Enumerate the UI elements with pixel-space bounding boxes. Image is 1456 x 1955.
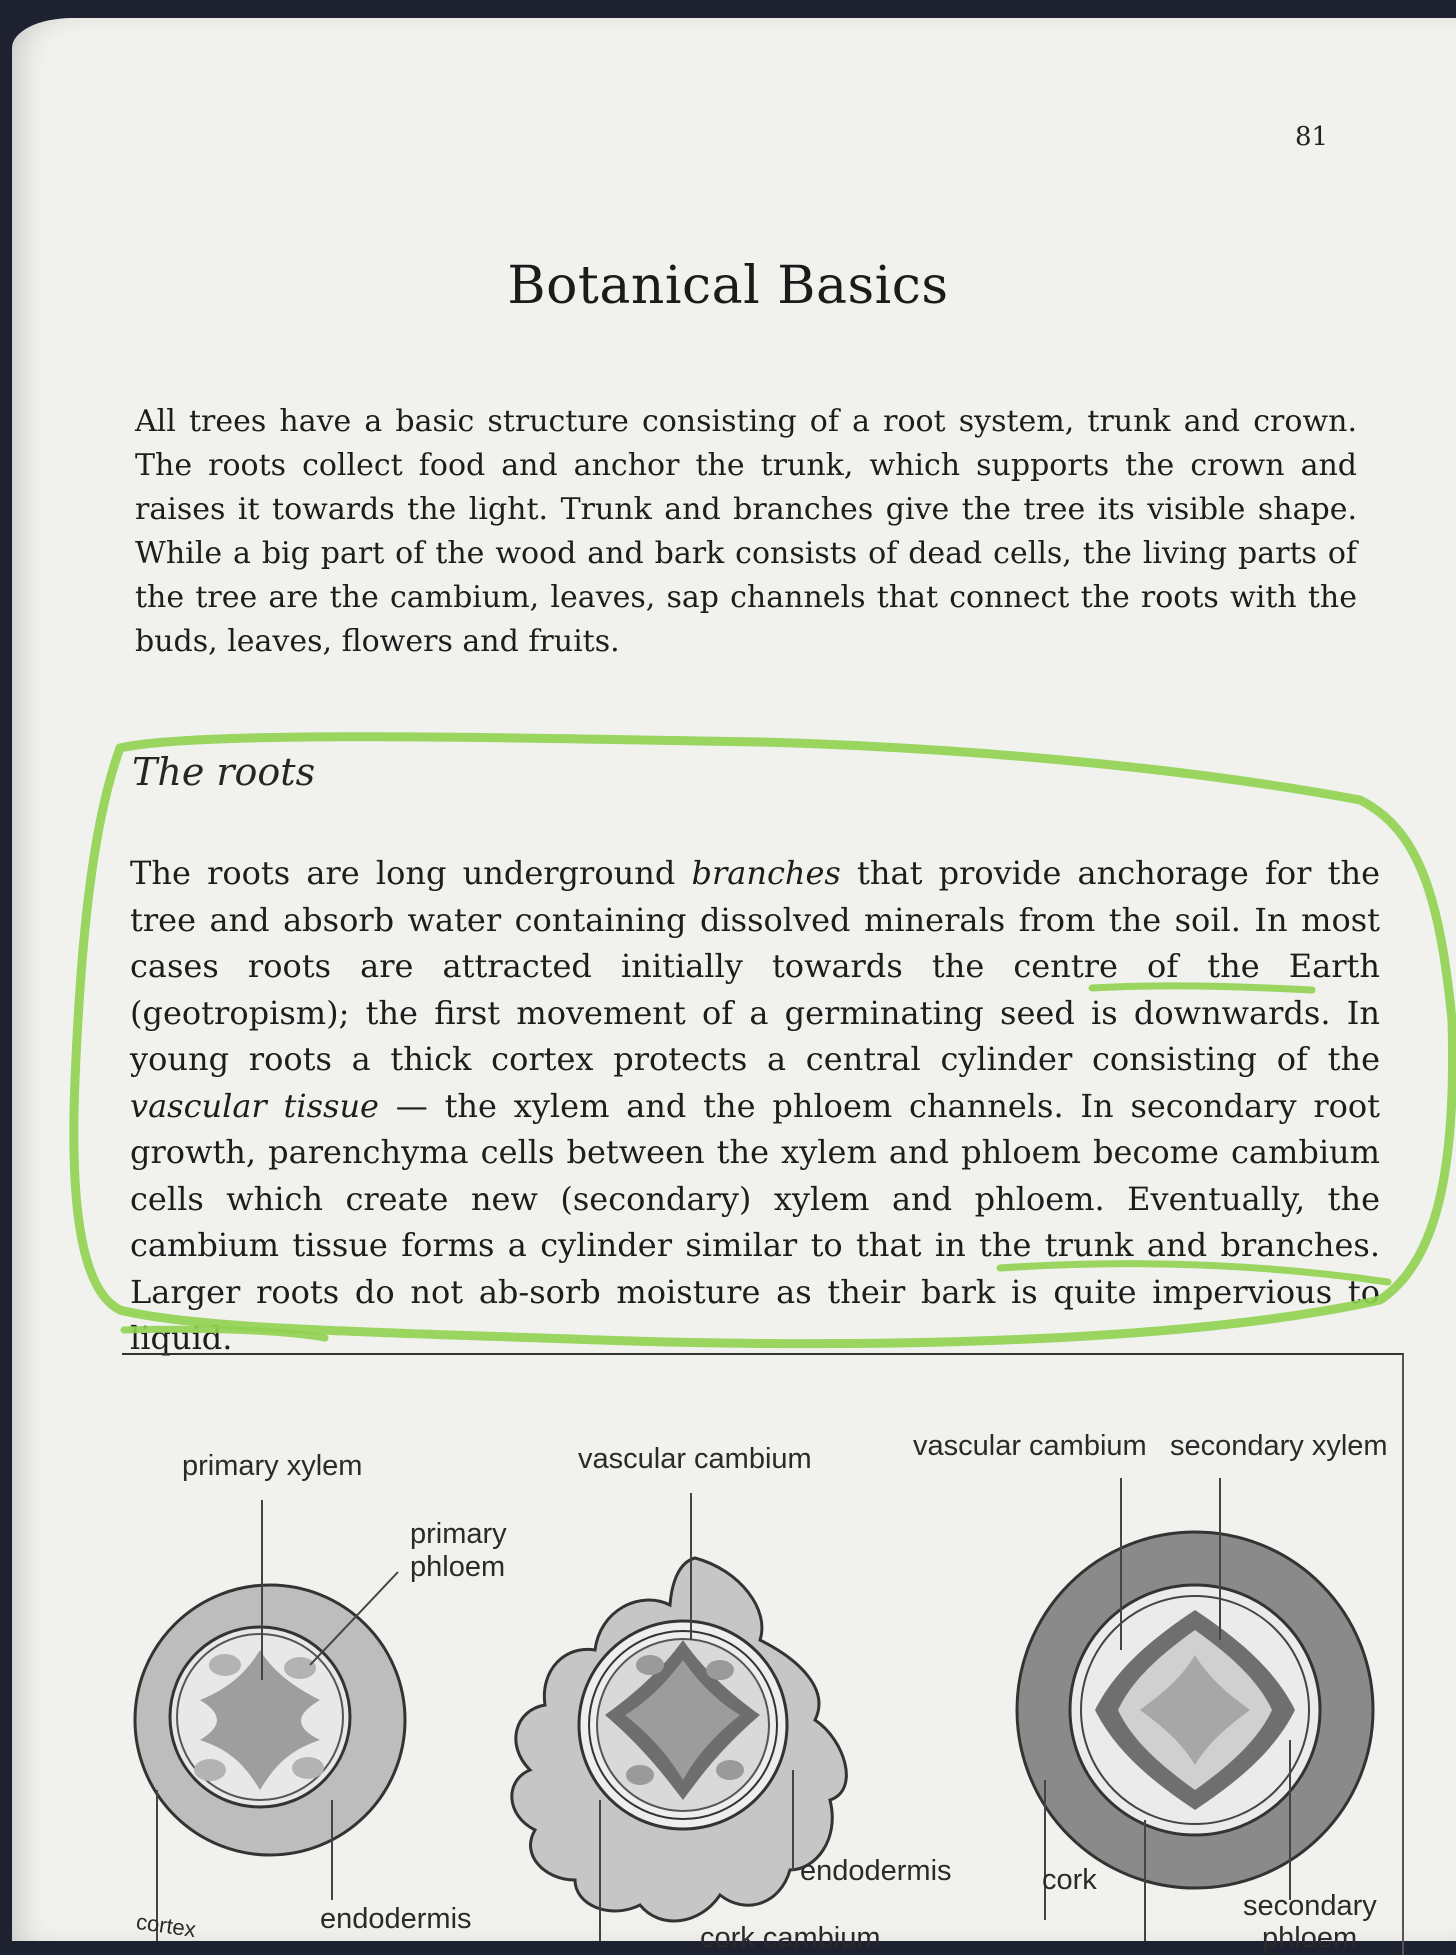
label-primary-xylem: primary xylem: [182, 1450, 363, 1482]
transition-root-section: [512, 1493, 847, 1941]
label-secondary-phloem-line1: secondary: [1243, 1890, 1377, 1922]
label-secondary-xylem: secondary xylem: [1170, 1430, 1388, 1462]
label-primary-phloem-line1: primary: [410, 1518, 507, 1550]
roots-text-emphasis-vascular-tissue: vascular tissue: [130, 1086, 379, 1125]
roots-text-part-1: The roots are long underground: [130, 854, 692, 892]
label-secondary-phloem-line2: phloem: [1262, 1922, 1358, 1954]
page-number: 81: [1295, 122, 1329, 152]
section-heading-roots: The roots: [132, 750, 316, 794]
roots-text-part-3: — the xylem and the phloem channels. In secondary root growth, parenchyma cells between the xylem and phloem become cambium cells which create new (secondary) xylem and phloem. Eventually, the cambium tissue forms a cylinder similar to that in the trunk and branches. Larger roots do not ab-sorb moisture as their bark is quite impervious to liquid.: [130, 1086, 1381, 1357]
primary-root-section: [135, 1500, 405, 1941]
label-endodermis-center: endodermis: [800, 1855, 952, 1887]
intro-paragraph: All trees have a basic structure consisting of a root system, trunk and crown. The roots collect food and anchor the trunk, which supports the crown and raises it towards the light. Trunk and branches give the tree its visible shape. While a big part of the wood and bark consists of dead cells, the living parts of the tree are the cambium, leaves, sap channels that connect the roots with the buds, leaves, flowers and fruits.: [135, 404, 1357, 659]
label-endodermis-left: endodermis: [320, 1903, 472, 1935]
label-cork: cork: [1042, 1864, 1097, 1896]
label-primary-phloem-line2: phloem: [410, 1551, 506, 1583]
label-vascular-cambium-center: vascular cambium: [578, 1443, 812, 1475]
label-cortex: cortex: [134, 1908, 198, 1943]
label-cork-cambium: cork cambium: [700, 1922, 881, 1954]
roots-text-emphasis-branches: branches: [691, 854, 841, 892]
page-title: Botanical Basics: [507, 256, 949, 316]
label-vascular-cambium-right: vascular cambium: [913, 1430, 1147, 1462]
roots-text-part-2: that provide anchorage for the tree and absorb water containing dissolved minerals from the soil. In most cases roots are attracted initially towards the centre of the Earth (geotropism); the first movement of a germinating seed is downwards. In young roots a thick cortex protects a central cylinder consisting of the: [130, 854, 1381, 1078]
